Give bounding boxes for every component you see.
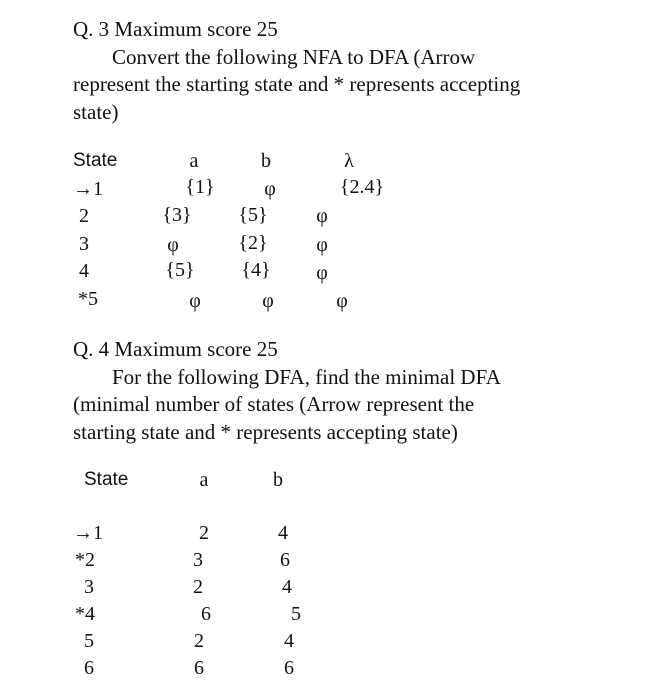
dfa-row-5-state: 5 [84,630,94,652]
q3-heading: Q. 3 Maximum score 25 [73,17,278,41]
q3-line-2: represent the starting state and * represents accepting [73,72,521,96]
nfa-row-4-lambda: φ [316,262,328,284]
dfa-row-6-b: 6 [284,657,294,679]
nfa-row-5-state: *5 [78,288,98,310]
nfa-header-b: b [261,150,271,172]
nfa-row-2-b: {5} [238,204,268,226]
q4-heading: Q. 4 Maximum score 25 [73,337,278,361]
dfa-row-2-a: 3 [193,549,203,571]
q3-line-1: Convert the following NFA to DFA (Arrow [112,45,476,69]
nfa-row-5-lambda: φ [336,290,348,312]
nfa-row-3-state: 3 [79,233,89,255]
nfa-row-3-lambda: φ [316,234,328,256]
dfa-row-4-a: 6 [201,603,211,625]
dfa-row-4-state: *4 [75,603,95,625]
q4-line-2: (minimal number of states (Arrow represent the [73,392,475,416]
dfa-header-state: State [84,469,129,490]
nfa-row-4-b: {4} [241,259,271,281]
nfa-row-1-b: φ [264,178,276,200]
dfa-row-6-state: 6 [84,657,94,679]
dfa-row-5-b: 4 [284,630,294,652]
nfa-header-lambda: λ [344,150,354,172]
dfa-row-3-b: 4 [282,576,292,598]
nfa-row-3-b: {2} [238,232,268,254]
dfa-row-2-b: 6 [280,549,290,571]
nfa-row-1-state: →1 [73,178,103,200]
nfa-row-2-lambda: φ [316,205,328,227]
q4-line-1: For the following DFA, find the minimal DFA [112,365,501,389]
q4-line-3: starting state and * represents accepting state) [73,420,458,444]
q3-line-3: state) [73,100,119,124]
dfa-row-1-b: 4 [278,522,288,544]
nfa-row-2-state: 2 [79,205,89,227]
dfa-header-a: a [199,469,209,491]
nfa-header-a: a [189,150,199,172]
nfa-header-state: State [73,150,118,171]
nfa-row-2-a: {3} [162,204,192,226]
dfa-row-4-b: 5 [291,603,301,625]
nfa-row-1-lambda: {2.4} [339,176,385,198]
dfa-row-2-state: *2 [75,549,95,571]
nfa-row-5-a: φ [189,290,201,312]
dfa-row-5-a: 2 [194,630,204,652]
nfa-row-1-a: {1} [185,176,215,198]
nfa-row-4-state: 4 [79,260,89,282]
nfa-row-3-a: φ [167,234,179,256]
dfa-row-6-a: 6 [194,657,204,679]
nfa-row-5-b: φ [262,290,274,312]
nfa-row-4-a: {5} [165,259,195,281]
dfa-row-3-a: 2 [193,576,203,598]
dfa-row-1-state: →1 [73,522,103,544]
dfa-row-3-state: 3 [84,576,94,598]
dfa-row-1-a: 2 [199,522,209,544]
dfa-header-b: b [273,469,283,491]
